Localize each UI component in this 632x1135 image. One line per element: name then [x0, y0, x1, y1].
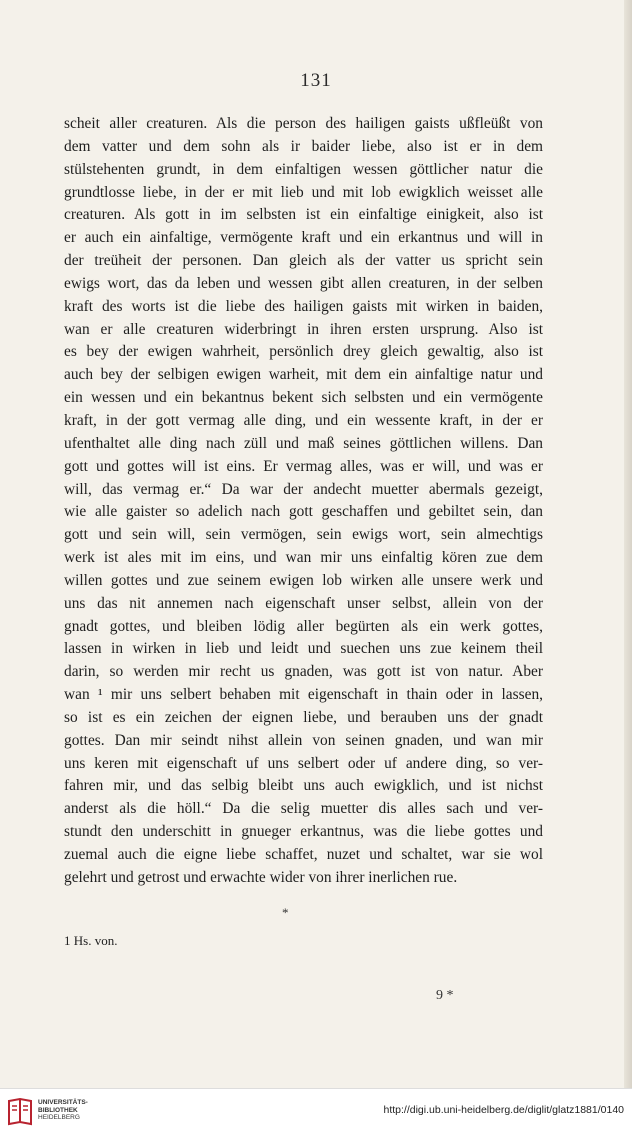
library-name-line: UNIVERSITÄTS- — [38, 1099, 88, 1106]
text-line: er auch ein ainfaltige, vermögente kraft und ein erkantnus und will in — [64, 229, 543, 247]
text-line: ein wessen und ein bekantnus bekent sich selbsten und ein vermögente — [64, 389, 543, 407]
text-line: wan ¹ mir uns selbert behaben mit eigenschaft in thain oder in lassen, — [64, 686, 543, 704]
text-line: will, das vermag er.“ Da war der andecht muetter abermals gezeigt, — [64, 480, 543, 498]
text-line: uns das nit annemen nach eigenschaft unser selbst, allein von der — [64, 594, 543, 612]
text-line: willen gottes und zue seinem ewigen lob wirken alle unsere werk und — [64, 571, 543, 589]
text-line: ufenthaltet alle ding nach züll und maß seines göttlichen willens. Dan — [64, 434, 543, 452]
text-line: zuemal auch die eigne liebe schaffet, nuzet und schaltet, war sie wol — [64, 846, 543, 863]
text-line: scheit aller creaturen. Als die person des hailigen gaists ußfleüßt von — [64, 115, 543, 132]
text-line: grundtlosse liebe, in der er mit lieb und mit lob ewigklich weisset alle — [64, 183, 543, 201]
text-line: uns keren mit eigenschaft uf uns selbert oder uf andere ding, so ver- — [64, 754, 543, 772]
text-line: gott und gottes will ist eins. Er vermag alles, was er will, und was er — [64, 457, 543, 475]
library-name — [38, 1099, 88, 1122]
text-line: werk ist ales mit im eins, und wan mir uns einfaltig kören zue dem — [64, 549, 543, 567]
text-line: kraft, in der gott vermag alle ding, und ein wessente kraft, in der er — [64, 411, 543, 429]
text-line: kraft des worts ist die liebe des hailigen gaists mit wirken in baiden, — [64, 297, 543, 315]
text-line: lassen in wirken in lieb und leidt und suechen uns zue keinem theil — [64, 640, 543, 658]
text-line: dem vatter und dem sohn als ir baider liebe, also ist er in dem — [64, 137, 543, 155]
text-line: gnadt gottes, und bleiben lödig aller begürten als ein werk gottes, — [64, 617, 543, 635]
library-name-line: BIBLIOTHEK — [38, 1106, 78, 1114]
text-line: wie alle gaister so adelich nach gott geschaffen und gebiltet sein, dan — [64, 503, 543, 521]
text-line: fahren mir, und das selbig bleibt uns auch ewigklich, und ist nichst — [64, 777, 543, 795]
body-text — [64, 113, 543, 890]
text-line: es bey der ewigen wahrheit, persönlich drey gleich gewaltig, also ist — [64, 343, 543, 361]
text-line: darin, so werden mir recht us gnaden, was gott ist von natur. Aber — [64, 663, 543, 681]
text-line: der treüheit der personen. Dan gleich als der vatter us spricht sein — [64, 252, 543, 270]
library-name-line: HEIDELBERG — [38, 1114, 80, 1122]
text-line: stülstehenten grundt, in dem einfaltigen wessen göttlicher natur die — [64, 160, 543, 178]
text-line: gelehrt und getrost und erwachte wider von ihrer inerlichen rue. — [64, 868, 458, 886]
text-line: auch bey der selbigen ewigen warheit, mit dem ein ainfaltige natur und — [64, 366, 543, 384]
footer-bar — [0, 1088, 632, 1135]
text-line: ewigs wort, das da leben und wessen gibt allen creaturen, in der selben — [64, 274, 543, 292]
text-line: anderst als die höll.“ Da die selig muetter dis alles sach und ver- — [64, 800, 543, 818]
source-url[interactable]: http://digi.ub.uni-heidelberg.de/diglit/glatz1881/0140 — [383, 1104, 624, 1116]
text-line: creaturen. Als gott in im selbsten ist ein einfaltige einigkeit, also ist — [64, 206, 543, 224]
footnote: 1 Hs. von. — [64, 933, 118, 948]
library-logo-icon — [6, 1097, 34, 1127]
page-number: 131 — [300, 70, 332, 91]
text-line: gottes. Dan mir seindt nihst allein von seinen gnaden, und wan mir — [64, 731, 543, 749]
signature-mark: 9 * — [436, 988, 454, 1003]
text-line: wan er alle creaturen widerbringt in ihren ersten ursprung. Also ist — [64, 320, 543, 338]
text-line: stundt den underschitt in gnueger erkantnus, was die liebe gottes und — [64, 823, 543, 841]
text-line: so ist es ein zeichen der eignen liebe, und berauben uns der gnadt — [64, 708, 543, 726]
asterism: * — [282, 905, 289, 920]
page-edge — [624, 0, 632, 1088]
text-line: gott und sein will, sein vermögen, sein ewigs wort, sein almechtigs — [64, 526, 543, 544]
